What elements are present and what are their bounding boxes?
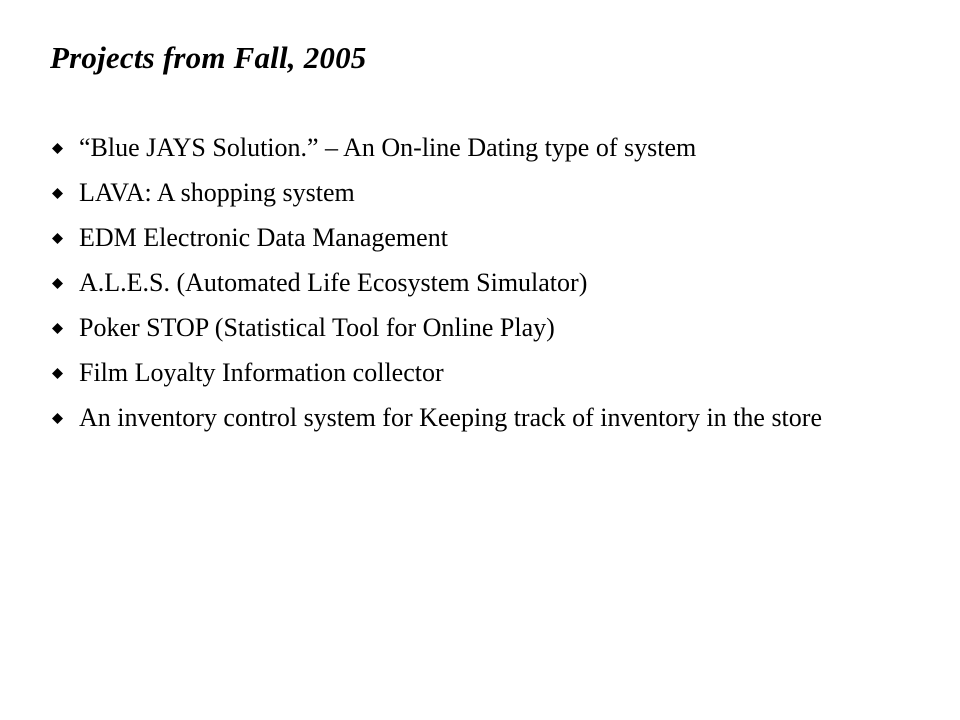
- diamond-bullet-icon: [52, 188, 63, 199]
- list-item-text: EDM Electronic Data Management: [79, 223, 448, 252]
- list-item: [48, 223, 898, 253]
- diamond-bullet-icon: [52, 143, 63, 154]
- list-item-text: A.L.E.S. (Automated Life Ecosystem Simulator): [79, 268, 588, 297]
- list-item: [48, 403, 898, 433]
- bullet-list: [48, 133, 898, 433]
- list-item: [48, 133, 898, 163]
- diamond-bullet-icon: [52, 413, 63, 424]
- slide-title: Projects from Fall, 2005: [50, 40, 367, 75]
- list-item: [48, 358, 898, 388]
- diamond-bullet-icon: [52, 323, 63, 334]
- list-item: [48, 268, 898, 298]
- list-item: [48, 178, 898, 208]
- diamond-bullet-icon: [52, 278, 63, 289]
- list-item: [48, 313, 898, 343]
- diamond-bullet-icon: [52, 368, 63, 379]
- list-item-text: “Blue JAYS Solution.” – An On-line Dating type of system: [79, 133, 697, 162]
- list-item-text: LAVA: A shopping system: [79, 178, 355, 207]
- list-item-text: Film Loyalty Information collector: [79, 358, 444, 387]
- list-item-text: An inventory control system for Keeping track of inventory in the store: [79, 403, 822, 432]
- list-item-text: Poker STOP (Statistical Tool for Online Play): [79, 313, 555, 342]
- diamond-bullet-icon: [52, 233, 63, 244]
